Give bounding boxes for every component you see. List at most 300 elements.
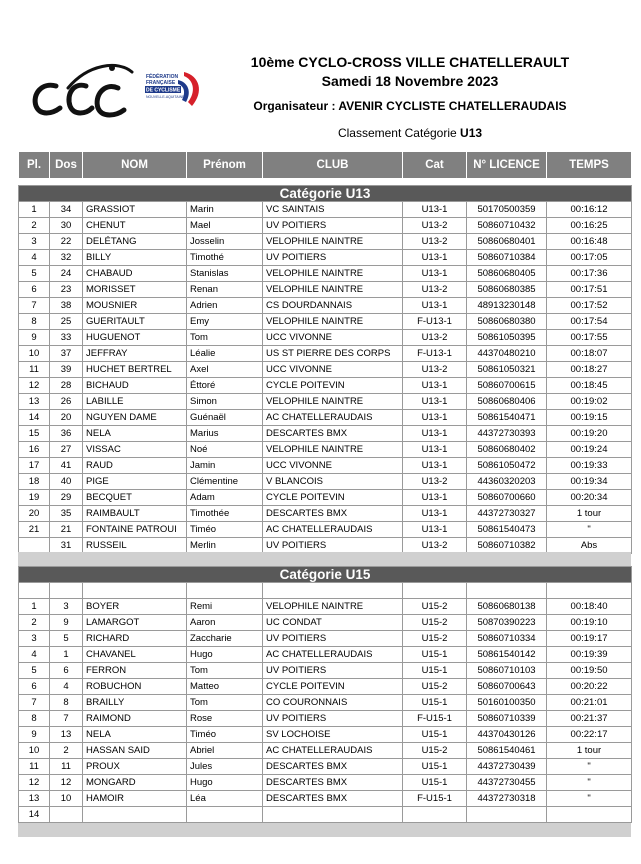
- cell-nom: ROBUCHON: [83, 679, 187, 695]
- cell-temps: 00:17:52: [547, 298, 632, 314]
- table-row: [19, 775, 632, 791]
- cell-club: DESCARTES BMX: [263, 775, 403, 791]
- cell-prenom: Adam: [187, 490, 263, 506]
- cell-nom: LABILLE: [83, 394, 187, 410]
- col-licence: N° LICENCE: [467, 152, 547, 179]
- cell-temps: 00:19:24: [547, 442, 632, 458]
- cell-cat: U15-1: [403, 663, 467, 679]
- cell-club: UV POITIERS: [263, 538, 403, 554]
- cell-club: UV POITIERS: [263, 631, 403, 647]
- cell-prenom: Léa: [187, 791, 263, 807]
- cell-licence: 50861540473: [467, 522, 547, 538]
- cell-cat: U13-1: [403, 426, 467, 442]
- classement-category: U13: [460, 126, 483, 140]
- cell-cat: U13-1: [403, 522, 467, 538]
- cell-licence: 50861050395: [467, 330, 547, 346]
- cell-club: VELOPHILE NAINTRE: [263, 282, 403, 298]
- cell-dossard: 41: [50, 458, 83, 474]
- table-row: [19, 266, 632, 282]
- cell-place: 10: [19, 743, 50, 759]
- cell-temps: 00:19:33: [547, 458, 632, 474]
- cell-place: 2: [19, 218, 50, 234]
- cell-prenom: [187, 807, 263, 823]
- cell-temps: 00:19:34: [547, 474, 632, 490]
- cell-nom: LAMARGOT: [83, 615, 187, 631]
- cell-cat: U13-2: [403, 538, 467, 554]
- cell-prenom: Tom: [187, 695, 263, 711]
- cell-licence: 50860680402: [467, 442, 547, 458]
- cell-nom: BILLY: [83, 250, 187, 266]
- table-row: [19, 426, 632, 442]
- cell-temps: 00:18:07: [547, 346, 632, 362]
- cell-nom: HUGUENOT: [83, 330, 187, 346]
- cell-club: V BLANCOIS: [263, 474, 403, 490]
- cell-club: UV POITIERS: [263, 711, 403, 727]
- cell-prenom: Mael: [187, 218, 263, 234]
- category-row: [19, 186, 632, 202]
- cell-place: 4: [19, 250, 50, 266]
- cell-licence: 50870390223: [467, 615, 547, 631]
- cell-dossard: [50, 807, 83, 823]
- cell-licence: 44372730393: [467, 426, 547, 442]
- cell-club: VELOPHILE NAINTRE: [263, 599, 403, 615]
- cell-dossard: 4: [50, 679, 83, 695]
- cell-dossard: 1: [50, 647, 83, 663]
- cell-temps: 00:17:36: [547, 266, 632, 282]
- cell-place: 18: [19, 474, 50, 490]
- cell-temps: Abs: [547, 538, 632, 554]
- cell-dossard: 24: [50, 266, 83, 282]
- cell-prenom: Stanislas: [187, 266, 263, 282]
- cell-licence: 50860710339: [467, 711, 547, 727]
- table-row: [19, 807, 632, 823]
- organizer: Organisateur : AVENIR CYCLISTE CHATELLERAUDAIS: [253, 99, 567, 113]
- cell-temps: 00:19:39: [547, 647, 632, 663]
- cell-place: 6: [19, 679, 50, 695]
- cell-dossard: 6: [50, 663, 83, 679]
- cell-prenom: Timéo: [187, 727, 263, 743]
- cell-nom: DELÉTANG: [83, 234, 187, 250]
- cell-prenom: Noé: [187, 442, 263, 458]
- cell-licence: 50860700615: [467, 378, 547, 394]
- cell-cat: U13-2: [403, 218, 467, 234]
- table-row: [19, 743, 632, 759]
- cell-dossard: 30: [50, 218, 83, 234]
- cell-cat: U13-2: [403, 362, 467, 378]
- cell-club: VELOPHILE NAINTRE: [263, 314, 403, 330]
- cell-temps: 1 tour: [547, 743, 632, 759]
- cell-dossard: 37: [50, 346, 83, 362]
- cell-club: UV POITIERS: [263, 663, 403, 679]
- cell-dossard: 31: [50, 538, 83, 554]
- cell-licence: 50160100350: [467, 695, 547, 711]
- col-prenom: Prénom: [187, 152, 263, 179]
- cell-cat: U13-1: [403, 298, 467, 314]
- cell-place: 7: [19, 695, 50, 711]
- cell-nom: JEFFRAY: [83, 346, 187, 362]
- table-row: [19, 394, 632, 410]
- cell-dossard: 38: [50, 298, 83, 314]
- cell-nom: HUCHET BERTREL: [83, 362, 187, 378]
- cell-dossard: 25: [50, 314, 83, 330]
- cell-nom: GRASSIOT: [83, 202, 187, 218]
- cell-nom: BRAILLY: [83, 695, 187, 711]
- cell-prenom: Emy: [187, 314, 263, 330]
- cell-licence: 50860680405: [467, 266, 547, 282]
- cell-club: CO COURONNAIS: [263, 695, 403, 711]
- col-place: Pl.: [19, 152, 50, 179]
- table-row: [19, 362, 632, 378]
- cell-nom: GUERITAULT: [83, 314, 187, 330]
- cell-cat: [403, 807, 467, 823]
- cell-club: AC CHATELLERAUDAIS: [263, 647, 403, 663]
- ffc-logo-icon: [144, 72, 199, 106]
- cell-prenom: Tom: [187, 663, 263, 679]
- cell-prenom: Léalie: [187, 346, 263, 362]
- cell-club: VELOPHILE NAINTRE: [263, 394, 403, 410]
- category-row: [19, 567, 632, 583]
- cell-club: AC CHATELLERAUDAIS: [263, 522, 403, 538]
- cell-cat: U13-1: [403, 506, 467, 522]
- cell-prenom: Timothé: [187, 250, 263, 266]
- cell-licence: 50860680138: [467, 599, 547, 615]
- cell-place: 11: [19, 759, 50, 775]
- cell-place: 6: [19, 282, 50, 298]
- table-row: [19, 458, 632, 474]
- cell-nom: FONTAINE PATROUI: [83, 522, 187, 538]
- cell-club: [263, 807, 403, 823]
- cell-temps: 00:17:05: [547, 250, 632, 266]
- cell-place: 8: [19, 711, 50, 727]
- cell-licence: 44372730327: [467, 506, 547, 522]
- cell-nom: NGUYEN DAME: [83, 410, 187, 426]
- cell-licence: 50860700660: [467, 490, 547, 506]
- cell-place: 13: [19, 394, 50, 410]
- table-row: [19, 759, 632, 775]
- cell-nom: BECQUET: [83, 490, 187, 506]
- cell-licence: 44370480210: [467, 346, 547, 362]
- cell-nom: RAUD: [83, 458, 187, 474]
- cell-temps: 00:21:37: [547, 711, 632, 727]
- cell-cat: U15-2: [403, 679, 467, 695]
- cell-prenom: Rose: [187, 711, 263, 727]
- table-row: [19, 378, 632, 394]
- cell-nom: RAIMOND: [83, 711, 187, 727]
- cell-dossard: 22: [50, 234, 83, 250]
- cell-licence: 50860710334: [467, 631, 547, 647]
- cell-cat: U13-2: [403, 330, 467, 346]
- table-row: [19, 791, 632, 807]
- cell-prenom: Remi: [187, 599, 263, 615]
- cell-dossard: 27: [50, 442, 83, 458]
- cell-temps: 00:19:50: [547, 663, 632, 679]
- cell-prenom: Josselin: [187, 234, 263, 250]
- cell-licence: 50861540142: [467, 647, 547, 663]
- cell-prenom: Hugo: [187, 647, 263, 663]
- cell-temps: 00:17:54: [547, 314, 632, 330]
- cell-cat: U15-2: [403, 743, 467, 759]
- cell-prenom: Hugo: [187, 775, 263, 791]
- cell-temps: 00:18:27: [547, 362, 632, 378]
- cell-club: UC CONDAT: [263, 615, 403, 631]
- cell-prenom: Merlin: [187, 538, 263, 554]
- cell-temps: 00:18:40: [547, 599, 632, 615]
- cell-cat: U15-2: [403, 615, 467, 631]
- cell-temps: 00:19:15: [547, 410, 632, 426]
- cell-dossard: 3: [50, 599, 83, 615]
- cell-dossard: 11: [50, 759, 83, 775]
- cell-dossard: 13: [50, 727, 83, 743]
- table-row: [19, 631, 632, 647]
- cell-cat: F-U15-1: [403, 711, 467, 727]
- cell-place: 7: [19, 298, 50, 314]
- cell-club: VELOPHILE NAINTRE: [263, 442, 403, 458]
- cell-prenom: Simon: [187, 394, 263, 410]
- cell-temps: 00:19:20: [547, 426, 632, 442]
- cell-dossard: 23: [50, 282, 83, 298]
- cell-place: 1: [19, 599, 50, 615]
- cell-place: 14: [19, 410, 50, 426]
- table-row: [19, 346, 632, 362]
- cell-place: 9: [19, 727, 50, 743]
- cell-club: VC SAINTAIS: [263, 202, 403, 218]
- table-row: [19, 474, 632, 490]
- cell-cat: U13-1: [403, 394, 467, 410]
- classement-label: Classement Catégorie: [337, 126, 457, 140]
- cell-prenom: Marius: [187, 426, 263, 442]
- cell-cat: U13-1: [403, 442, 467, 458]
- cell-cat: U13-2: [403, 282, 467, 298]
- cell-place: 8: [19, 314, 50, 330]
- cell-licence: 50861540471: [467, 410, 547, 426]
- cell-prenom: Aaron: [187, 615, 263, 631]
- cell-place: 4: [19, 647, 50, 663]
- cell-dossard: 33: [50, 330, 83, 346]
- table-row: [19, 202, 632, 218]
- cell-club: CYCLE POITEVIN: [263, 378, 403, 394]
- cell-cat: U13-2: [403, 474, 467, 490]
- cell-cat: F-U15-1: [403, 791, 467, 807]
- col-temps: TEMPS: [547, 152, 632, 179]
- cac-logo-icon: [35, 65, 132, 115]
- cell-place: 12: [19, 378, 50, 394]
- cell-temps: ": [547, 791, 632, 807]
- table-row: [19, 522, 632, 538]
- cell-cat: U15-1: [403, 759, 467, 775]
- cell-temps: 00:16:25: [547, 218, 632, 234]
- cell-place: 17: [19, 458, 50, 474]
- col-club: CLUB: [263, 152, 403, 179]
- cell-nom: BOYER: [83, 599, 187, 615]
- cell-club: CYCLE POITEVIN: [263, 490, 403, 506]
- cell-prenom: Clémentine: [187, 474, 263, 490]
- cell-licence: 44372730439: [467, 759, 547, 775]
- cell-nom: BICHAUD: [83, 378, 187, 394]
- cell-dossard: 29: [50, 490, 83, 506]
- cell-place: 11: [19, 362, 50, 378]
- table-row: [19, 663, 632, 679]
- cell-cat: U15-1: [403, 727, 467, 743]
- cell-place: 21: [19, 522, 50, 538]
- cell-prenom: Éttoré: [187, 378, 263, 394]
- cell-dossard: 39: [50, 362, 83, 378]
- table-row: [19, 490, 632, 506]
- cell-cat: U13-2: [403, 234, 467, 250]
- cell-place: 13: [19, 791, 50, 807]
- cell-place: 10: [19, 346, 50, 362]
- cell-cat: U13-1: [403, 266, 467, 282]
- cell-nom: NELA: [83, 727, 187, 743]
- cell-licence: 44360320203: [467, 474, 547, 490]
- cell-dossard: 34: [50, 202, 83, 218]
- cell-prenom: Renan: [187, 282, 263, 298]
- cell-licence: 44372730318: [467, 791, 547, 807]
- table-row: [19, 695, 632, 711]
- table-row: [19, 410, 632, 426]
- cell-temps: 00:22:17: [547, 727, 632, 743]
- cell-club: AC CHATELLERAUDAIS: [263, 743, 403, 759]
- cell-nom: PIGE: [83, 474, 187, 490]
- cell-temps: 00:17:51: [547, 282, 632, 298]
- cell-club: VELOPHILE NAINTRE: [263, 234, 403, 250]
- cell-prenom: Timothée: [187, 506, 263, 522]
- cell-dossard: 10: [50, 791, 83, 807]
- cell-licence: [467, 807, 547, 823]
- cell-club: DESCARTES BMX: [263, 506, 403, 522]
- table-row: [19, 314, 632, 330]
- cell-nom: MOUSNIER: [83, 298, 187, 314]
- cell-cat: U15-2: [403, 631, 467, 647]
- svg-text:DE CYCLISME: DE CYCLISME: [146, 87, 181, 94]
- cell-prenom: Abriel: [187, 743, 263, 759]
- cell-club: CYCLE POITEVIN: [263, 679, 403, 695]
- table-row: [19, 506, 632, 522]
- cell-licence: 48913230148: [467, 298, 547, 314]
- cell-cat: F-U13-1: [403, 314, 467, 330]
- cell-licence: 44370430126: [467, 727, 547, 743]
- section-separator: [18, 823, 631, 837]
- cell-prenom: Timéo: [187, 522, 263, 538]
- table-row: [19, 234, 632, 250]
- cell-club: DESCARTES BMX: [263, 791, 403, 807]
- cell-cat: U13-1: [403, 202, 467, 218]
- cell-nom: MONGARD: [83, 775, 187, 791]
- cell-dossard: 12: [50, 775, 83, 791]
- cell-nom: FERRON: [83, 663, 187, 679]
- cell-licence: 50170500359: [467, 202, 547, 218]
- cell-licence: 50861540461: [467, 743, 547, 759]
- cell-temps: 00:19:02: [547, 394, 632, 410]
- col-cat: Cat: [403, 152, 467, 179]
- cell-place: 5: [19, 663, 50, 679]
- cell-nom: HASSAN SAID: [83, 743, 187, 759]
- cell-prenom: Zaccharie: [187, 631, 263, 647]
- table-row: [19, 298, 632, 314]
- cell-club: UCC VIVONNE: [263, 330, 403, 346]
- cell-licence: 50860710432: [467, 218, 547, 234]
- cell-place: 2: [19, 615, 50, 631]
- cell-temps: [547, 807, 632, 823]
- classement-heading: [230, 126, 590, 140]
- spacer-row: [19, 179, 632, 186]
- cell-temps: 00:17:55: [547, 330, 632, 346]
- svg-text:FRANÇAISE: FRANÇAISE: [146, 80, 176, 86]
- cell-place: 14: [19, 807, 50, 823]
- cell-club: UV POITIERS: [263, 218, 403, 234]
- cell-temps: 00:16:48: [547, 234, 632, 250]
- table-row: [19, 250, 632, 266]
- cell-licence: 50860680380: [467, 314, 547, 330]
- cell-nom: HAMOIR: [83, 791, 187, 807]
- cell-nom: PROUX: [83, 759, 187, 775]
- cell-prenom: Jamin: [187, 458, 263, 474]
- cell-cat: U13-1: [403, 410, 467, 426]
- table-row: [19, 282, 632, 298]
- cell-prenom: Adrien: [187, 298, 263, 314]
- cell-club: VELOPHILE NAINTRE: [263, 266, 403, 282]
- empty-row: [19, 583, 632, 599]
- cell-club: DESCARTES BMX: [263, 426, 403, 442]
- cell-nom: CHABAUD: [83, 266, 187, 282]
- cell-licence: 50860710384: [467, 250, 547, 266]
- cell-place: 3: [19, 631, 50, 647]
- cell-licence: 50860700643: [467, 679, 547, 695]
- col-nom: NOM: [83, 152, 187, 179]
- cell-nom: RICHARD: [83, 631, 187, 647]
- cell-dossard: 7: [50, 711, 83, 727]
- svg-text:NOUVELLE-AQUITAINE: NOUVELLE-AQUITAINE: [146, 95, 185, 99]
- race-title: 10ème CYCLO-CROSS VILLE CHATELLERAULT: [250, 54, 570, 70]
- cell-place: 16: [19, 442, 50, 458]
- cell-temps: 00:21:01: [547, 695, 632, 711]
- cell-licence: 50860680406: [467, 394, 547, 410]
- cell-dossard: 36: [50, 426, 83, 442]
- cell-nom: [83, 807, 187, 823]
- table-row: [19, 599, 632, 615]
- cell-cat: U13-1: [403, 250, 467, 266]
- cell-dossard: 35: [50, 506, 83, 522]
- cell-temps: 00:20:34: [547, 490, 632, 506]
- cell-temps: 00:18:45: [547, 378, 632, 394]
- cell-prenom: Tom: [187, 330, 263, 346]
- cell-cat: U13-1: [403, 378, 467, 394]
- cell-nom: MORISSET: [83, 282, 187, 298]
- cell-place: 20: [19, 506, 50, 522]
- cell-temps: 00:20:22: [547, 679, 632, 695]
- cell-nom: RUSSEIL: [83, 538, 187, 554]
- table-header-row: [19, 152, 632, 179]
- cell-temps: ": [547, 775, 632, 791]
- cell-prenom: Guénaël: [187, 410, 263, 426]
- cell-prenom: Matteo: [187, 679, 263, 695]
- results-table-u13: [18, 151, 632, 554]
- cell-club: AC CHATELLERAUDAIS: [263, 410, 403, 426]
- cell-nom: RAIMBAULT: [83, 506, 187, 522]
- cell-nom: CHAVANEL: [83, 647, 187, 663]
- cell-licence: 50860710382: [467, 538, 547, 554]
- cell-club: UCC VIVONNE: [263, 458, 403, 474]
- cell-place: 19: [19, 490, 50, 506]
- table-row: [19, 679, 632, 695]
- cell-temps: ": [547, 522, 632, 538]
- cell-dossard: 9: [50, 615, 83, 631]
- cell-place: 5: [19, 266, 50, 282]
- section-separator: [18, 552, 631, 566]
- svg-text:FÉDÉRATION: FÉDÉRATION: [146, 74, 179, 80]
- cell-dossard: 2: [50, 743, 83, 759]
- club-logo: [28, 58, 218, 124]
- category-title: Catégorie U13: [19, 186, 632, 202]
